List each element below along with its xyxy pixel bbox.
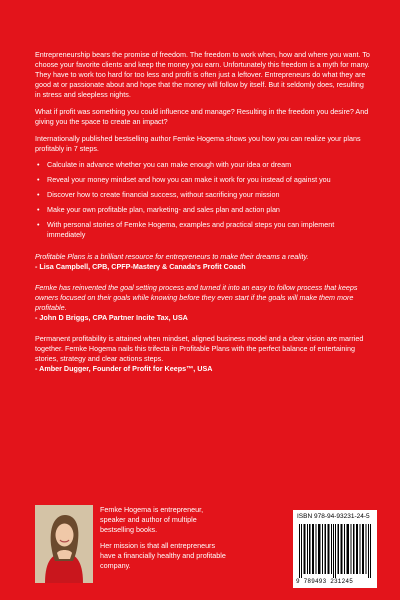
- quote-text: Permanent profitability is attained when mindset, aligned business model and a clear vision are married together. Femke Hogema nails this trifecta in Profitable Plans with the perfect balance of entertaining stories, strategy and clear actions steps.: [35, 333, 364, 363]
- list-item: • Reveal your money mindset and how you can make it work for you instead of against you: [37, 175, 331, 185]
- author-section: [35, 505, 375, 595]
- list-item: • With personal stories of Femke Hogema, examples and practical steps you can implement immediately: [37, 220, 335, 240]
- bullet-icon: •: [37, 175, 40, 185]
- quote-text: Profitable Plans is a brilliant resource for entrepreneurs to make their dreams a reality.: [35, 252, 309, 262]
- bullet-icon: •: [37, 190, 40, 200]
- testimonial-quote: [35, 252, 371, 272]
- quote-author: - John D Briggs, CPA Partner Incite Tax, USA: [35, 312, 188, 322]
- testimonial-quote: [35, 334, 371, 374]
- bio-line: Her mission is that all entrepreneurs have a financially healthy and profitable company.: [100, 540, 226, 570]
- benefits-list: [35, 160, 371, 240]
- list-item: • Make your own profitable plan, marketing- and sales plan and action plan: [37, 205, 280, 215]
- bullet-icon: •: [37, 220, 40, 230]
- bullet-icon: •: [37, 205, 40, 215]
- list-item: • Calculate in advance whether you can make enough with your idea or dream: [37, 160, 292, 170]
- quote-author: - Lisa Campbell, CPB, CPFP-Mastery & Canada's Profit Coach: [35, 262, 246, 271]
- isbn-label: ISBN 978-94-93231-24-5: [297, 513, 370, 520]
- author-photo: [35, 505, 93, 583]
- bio-line: Femke Hogema is entrepreneur, speaker and author of multiple bestselling books.: [100, 505, 204, 534]
- bullet-icon: •: [37, 160, 40, 170]
- author-bio: [100, 505, 230, 577]
- barcode-icon: [299, 524, 371, 578]
- quote-text: Femke has reinvented the goal setting process and turned it into an easy to follow process that keeps owners focused on their goals while knowing before they even start if the goals will make them more profitable.: [35, 282, 358, 312]
- back-cover-text: [35, 50, 371, 384]
- quote-author: - Amber Dugger, Founder of Profit for Keeps™, USA: [35, 363, 213, 373]
- author-paragraph: Internationally published bestselling author Femke Hogema shows you how you can realize your plans profitably in 7 steps.: [35, 133, 361, 153]
- testimonial-quote: [35, 283, 371, 323]
- portrait-image: [35, 505, 93, 583]
- intro-paragraph: Entrepreneurship bears the promise of freedom. The freedom to work when, how and where you want. To choose your favorite clients and keep the money you earn. Unfortunately this freedom is a myth for many. They have to work too hard for too less and profit is often just a leftover. Entrepreneurs do what they are good at or passionate about and hope that the money will follow by itself. But it seldomly does, resulting in stress and sleepless nights.: [35, 50, 370, 99]
- isbn-digits: 9 789493 231245: [296, 578, 354, 585]
- question-paragraph: What if profit was something you could influence and manage? Resulting in the freedom you desire? And giving you the space to create an impact?: [35, 106, 369, 126]
- barcode-box: [293, 510, 377, 588]
- list-item: • Discover how to create financial success, without sacrificing your mission: [37, 190, 280, 200]
